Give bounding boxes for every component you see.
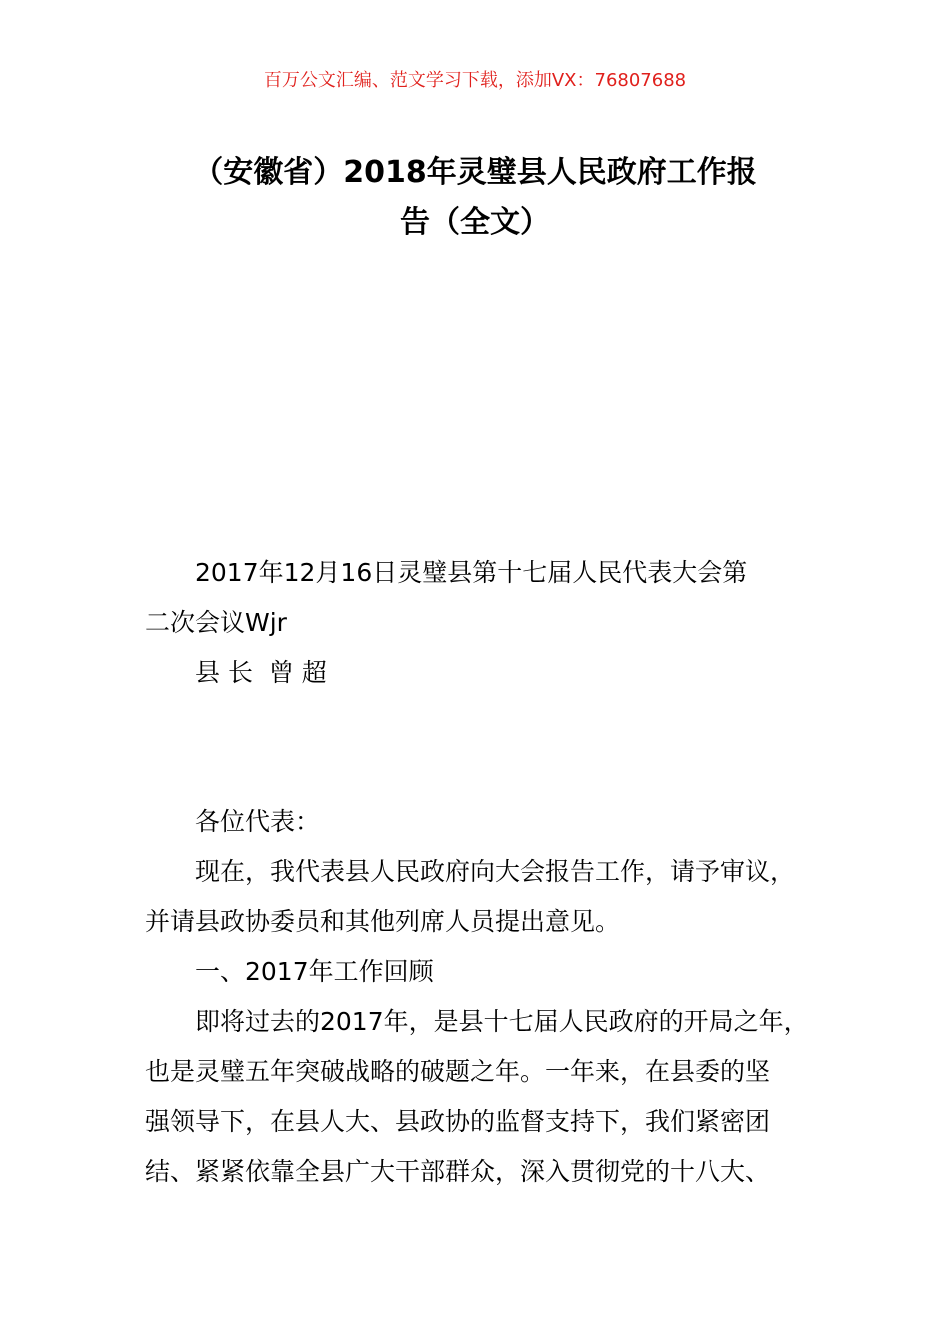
title-line-2: 告（全文） xyxy=(400,205,550,240)
paragraph-line: 强领导下，在县人大、县政协的监督支持下，我们紧密团 xyxy=(145,1107,771,1136)
meeting-info-line-1: 2017年12月16日灵璧县第十七届人民代表大会第 xyxy=(195,558,748,587)
meeting-info-line-2: 二次会议Wjr xyxy=(145,608,287,637)
title-line-1: （安徽省）2018年灵璧县人民政府工作报 xyxy=(193,155,757,190)
paragraph-line: 即将过去的2017年，是县十七届人民政府的开局之年， xyxy=(195,1007,809,1036)
speaker-line: 县 长 曾 超 xyxy=(195,658,327,687)
section-heading: 一、2017年工作回顾 xyxy=(195,957,434,986)
paragraph-line: 现在，我代表县人民政府向大会报告工作，请予审议， xyxy=(195,857,796,886)
watermark-header: 百万公文汇编、范文学习下载，添加VX：76807688 xyxy=(263,70,687,91)
paragraph-line: 也是灵璧五年突破战略的破题之年。一年来，在县委的坚 xyxy=(145,1057,771,1086)
page-title xyxy=(120,148,830,248)
paragraph-line: 结、紧紧依靠全县广大干部群众，深入贯彻党的十八大、 xyxy=(145,1157,771,1186)
salutation: 各位代表： xyxy=(195,807,321,836)
paragraph-line: 并请县政协委员和其他列席人员提出意见。 xyxy=(145,907,621,936)
